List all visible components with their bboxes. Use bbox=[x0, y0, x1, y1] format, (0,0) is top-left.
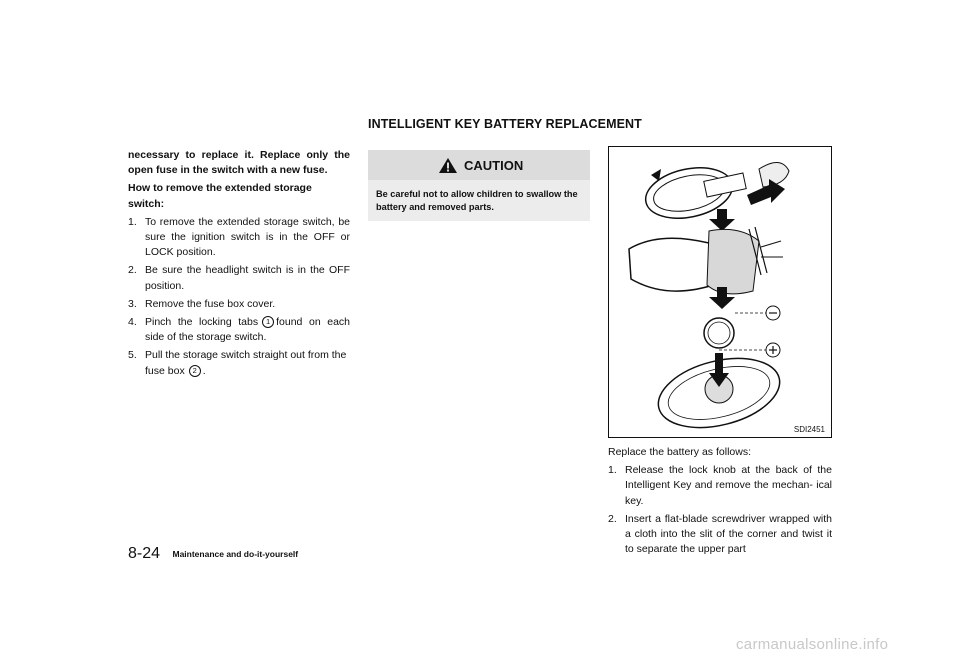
key-battery-replacement-diagram-icon bbox=[609, 147, 831, 437]
watermark-text: carmanualsonline.info bbox=[736, 636, 889, 653]
list-text-a: Pinch the locking tabs bbox=[145, 316, 259, 329]
list-text bbox=[145, 315, 350, 345]
illustration-code: SDI2451 bbox=[793, 425, 825, 434]
list-text-b: . bbox=[202, 364, 206, 377]
list-text: Insert a flat-blade screwdriver wrapped with a cloth into the slit of the corner and twist it to separate the upper part bbox=[625, 512, 832, 556]
list-item bbox=[128, 297, 350, 312]
list-text: Remove the fuse box cover. bbox=[145, 297, 276, 310]
circled-number-marker: 2 bbox=[189, 365, 201, 377]
list-number: 2. bbox=[128, 264, 137, 277]
caution-header bbox=[368, 150, 590, 180]
left-subheading: How to remove the extended storage switch: bbox=[128, 182, 312, 210]
list-text: Release the lock knob at the back of the Intelligent Key and remove the mechan- ical key. bbox=[625, 464, 832, 507]
list-item bbox=[608, 512, 832, 558]
left-column bbox=[128, 148, 350, 382]
list-item bbox=[128, 263, 350, 293]
section-title: INTELLIGENT KEY BATTERY REPLACEMENT bbox=[368, 117, 642, 131]
list-item bbox=[128, 348, 350, 378]
list-number: 1. bbox=[608, 464, 617, 477]
list-item bbox=[128, 215, 350, 261]
key-battery-replacement-illustration bbox=[608, 146, 832, 438]
list-number: 5. bbox=[128, 349, 137, 362]
list-number: 1. bbox=[128, 215, 137, 228]
caution-box bbox=[368, 150, 590, 221]
left-intro: necessary to replace it. Replace only the open fuse in the switch with a new fuse. bbox=[128, 149, 350, 177]
list-text-b: found on each side of the storage switch. bbox=[145, 316, 350, 344]
list-text: To remove the extended storage switch, be sure the ignition switch is in the OFF or LOCK position. bbox=[145, 215, 350, 259]
page-number: 8-24 bbox=[128, 545, 161, 562]
list-number: 2. bbox=[608, 512, 617, 525]
list-item bbox=[128, 315, 350, 345]
list-text-a: Pull the storage switch straight out from the fuse box bbox=[145, 349, 347, 377]
footer-label: Maintenance and do-it-yourself bbox=[172, 549, 299, 559]
right-column bbox=[608, 445, 832, 560]
warning-icon bbox=[438, 157, 458, 179]
caution-title: CAUTION bbox=[464, 158, 524, 173]
list-item bbox=[608, 463, 832, 509]
list-number: 4. bbox=[128, 316, 137, 329]
circled-number-marker: 1 bbox=[262, 316, 274, 328]
list-number: 3. bbox=[128, 297, 137, 310]
list-text bbox=[145, 348, 350, 378]
list-text: Be sure the headlight switch is in the OFF position. bbox=[145, 264, 350, 292]
right-intro: Replace the battery as follows: bbox=[608, 446, 751, 458]
caution-text: Be careful not to allow children to swallow the battery and removed parts. bbox=[376, 189, 578, 212]
page-footer bbox=[128, 545, 298, 563]
